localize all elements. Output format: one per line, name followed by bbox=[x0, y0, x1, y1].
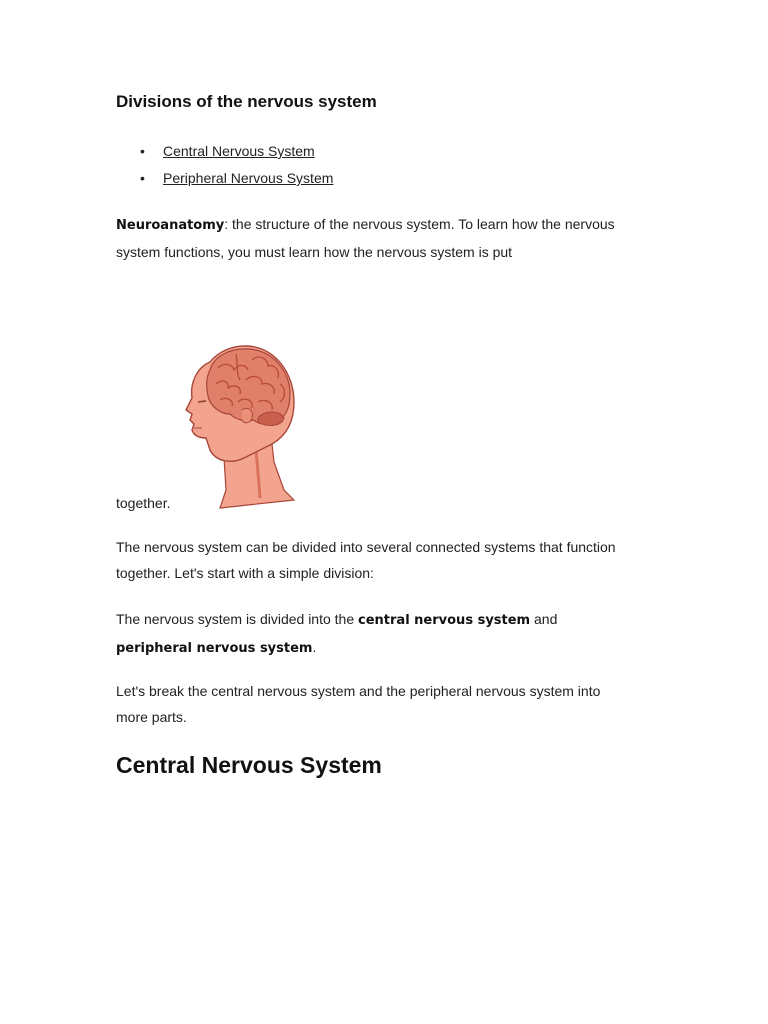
and-text: and bbox=[530, 611, 558, 627]
neuroanatomy-definition: : the structure of the nervous system. To learn how the nervous system functions, you must learn how the nervous system is put bbox=[116, 216, 615, 260]
period-text: . bbox=[312, 639, 317, 655]
central-nervous-system-heading: Central Nervous System bbox=[116, 752, 382, 778]
cns-pns-paragraph bbox=[116, 606, 636, 662]
bullet-icon: • bbox=[140, 143, 145, 159]
divisions-paragraph: The nervous system can be divided into several connected systems that function together. Let's start with a simple division: bbox=[116, 539, 616, 581]
list-item bbox=[116, 167, 333, 194]
neuroanatomy-continuation: together. bbox=[116, 495, 171, 511]
neuroanatomy-paragraph bbox=[116, 211, 636, 265]
neuroanatomy-term: Neuroanatomy bbox=[116, 218, 225, 233]
cerebellum-shape bbox=[258, 412, 284, 425]
section-heading: Divisions of the nervous system bbox=[116, 92, 377, 111]
link-central-nervous-system[interactable]: Central Nervous System bbox=[163, 143, 315, 159]
list-item bbox=[116, 140, 333, 167]
break-down-paragraph: Let's break the central nervous system and the peripheral nervous system into more parts. bbox=[116, 683, 601, 725]
peripheral-nervous-system-term: peripheral nervous system bbox=[116, 641, 313, 656]
bullet-icon: • bbox=[140, 170, 145, 186]
ear-shape bbox=[242, 408, 252, 422]
head-brain-image bbox=[176, 340, 300, 510]
division-link-list bbox=[116, 140, 333, 194]
cns-intro-text: The nervous system is divided into the bbox=[116, 611, 359, 627]
eye-mark bbox=[198, 401, 206, 402]
link-peripheral-nervous-system[interactable]: Peripheral Nervous System bbox=[163, 170, 334, 186]
central-nervous-system-term: central nervous system bbox=[358, 613, 531, 628]
